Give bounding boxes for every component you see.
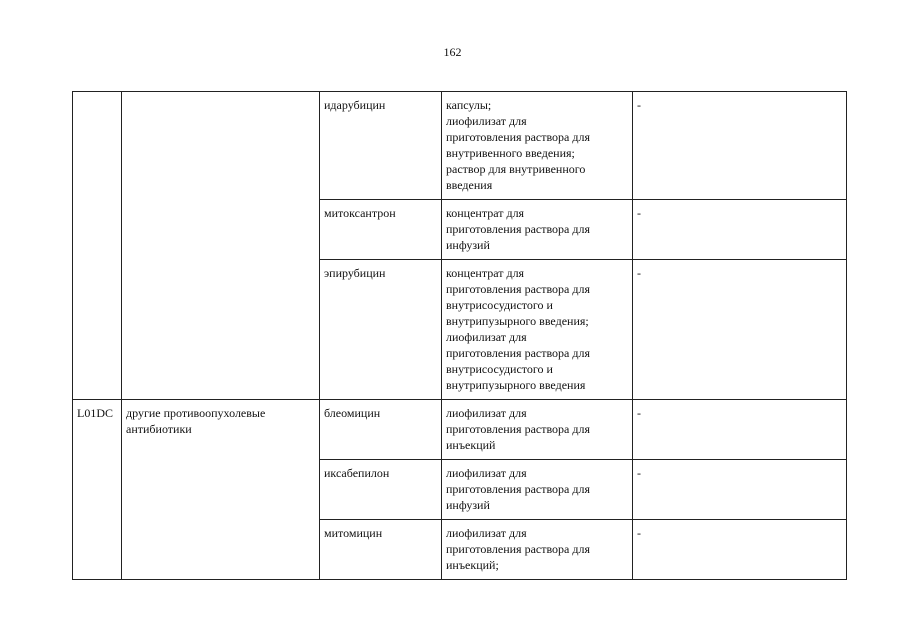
dosage-form-cell xyxy=(442,200,633,260)
dosage-form-line: концентрат для xyxy=(446,206,525,220)
drug-name-cell: митоксантрон xyxy=(320,200,442,260)
dosage-form-line: внутрипузырного введения; xyxy=(446,314,589,328)
dosage-form-cell xyxy=(442,460,633,520)
note-cell: - xyxy=(633,260,847,400)
dosage-form-line: приготовления раствора для xyxy=(446,346,590,360)
table-row xyxy=(73,400,847,460)
dosage-form-line: приготовления раствора для xyxy=(446,422,590,436)
atc-group-cell xyxy=(122,400,320,580)
dosage-form-line: лиофилизат для xyxy=(446,330,527,344)
dosage-form-line: инфузий xyxy=(446,498,490,512)
dosage-form-cell xyxy=(442,92,633,200)
dosage-form-line: внутрипузырного введения xyxy=(446,378,586,392)
dosage-form-line: внутрисосудистого и xyxy=(446,298,553,312)
drug-table xyxy=(72,91,847,580)
dosage-form-line: лиофилизат для xyxy=(446,466,527,480)
dosage-form-line: введения xyxy=(446,178,493,192)
dosage-form-line: внутривенного введения; xyxy=(446,146,575,160)
dosage-form-cell xyxy=(442,400,633,460)
dosage-form-line: инъекций; xyxy=(446,558,499,572)
table-row xyxy=(73,92,847,200)
dosage-form-cell xyxy=(442,520,633,580)
atc-code-cell xyxy=(73,92,122,400)
dosage-form-line: приготовления раствора для xyxy=(446,130,590,144)
dosage-form-line: приготовления раствора для xyxy=(446,222,590,236)
drug-name-cell: блеомицин xyxy=(320,400,442,460)
dosage-form-line: приготовления раствора для xyxy=(446,482,590,496)
atc-group-cell xyxy=(122,92,320,400)
drug-name-cell: эпирубицин xyxy=(320,260,442,400)
dosage-form-line: приготовления раствора для xyxy=(446,542,590,556)
note-cell: - xyxy=(633,200,847,260)
note-cell: - xyxy=(633,520,847,580)
dosage-form-line: лиофилизат для xyxy=(446,114,527,128)
dosage-form-cell xyxy=(442,260,633,400)
dosage-form-line: лиофилизат для xyxy=(446,526,527,540)
atc-group-line: антибиотики xyxy=(126,422,192,436)
dosage-form-line: капсулы; xyxy=(446,98,492,112)
dosage-form-line: лиофилизат для xyxy=(446,406,527,420)
drug-name-cell: митомицин xyxy=(320,520,442,580)
dosage-form-line: приготовления раствора для xyxy=(446,282,590,296)
dosage-form-line: раствор для внутривенного xyxy=(446,162,586,176)
note-cell: - xyxy=(633,92,847,200)
drug-name-cell: идарубицин xyxy=(320,92,442,200)
dosage-form-line: инфузий xyxy=(446,238,490,252)
dosage-form-line: инъекций xyxy=(446,438,496,452)
dosage-form-line: концентрат для xyxy=(446,266,525,280)
atc-code-cell: L01DC xyxy=(73,400,122,580)
atc-group-line: другие противоопухолевые xyxy=(126,406,266,420)
note-cell: - xyxy=(633,460,847,520)
page-number: 162 xyxy=(443,45,462,59)
dosage-form-line: внутрисосудистого и xyxy=(446,362,553,376)
drug-name-cell: иксабепилон xyxy=(320,460,442,520)
note-cell: - xyxy=(633,400,847,460)
